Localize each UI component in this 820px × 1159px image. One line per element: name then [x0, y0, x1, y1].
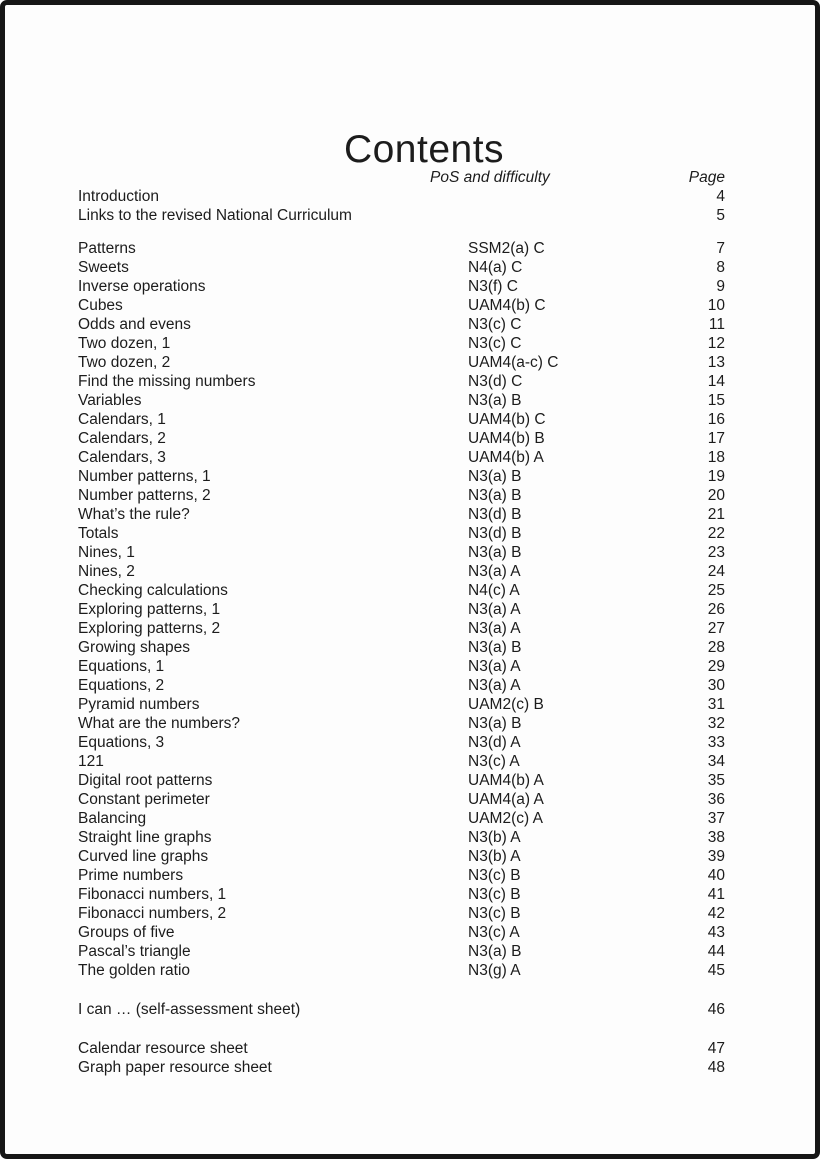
toc-entry-page: 13: [707, 354, 725, 371]
toc-entry-page: 14: [707, 373, 725, 390]
toc-entry-page: 21: [707, 506, 725, 523]
toc-row: [78, 828, 725, 847]
toc-entry-page: 30: [707, 677, 725, 694]
toc-entry-page: 22: [707, 525, 725, 542]
toc-entry-page: 19: [707, 468, 725, 485]
toc-entry-title: Nines, 1: [78, 544, 135, 561]
toc-entry-page: 31: [707, 696, 725, 713]
toc-row: [78, 239, 725, 258]
toc-entry-title: Fibonacci numbers, 2: [78, 905, 227, 922]
toc-entry-title: Nines, 2: [78, 563, 135, 580]
toc-entry-title: Introduction: [78, 188, 159, 205]
toc-row: [78, 206, 725, 225]
toc-entry-title: Calendars, 3: [78, 449, 166, 466]
toc-entry-title: Links to the revised National Curriculum: [78, 207, 352, 224]
toc-entry-title: Exploring patterns, 2: [78, 620, 221, 637]
toc-row: [78, 752, 725, 771]
toc-entry-pos: N3(a) A: [468, 677, 521, 694]
toc-entry-title: Pyramid numbers: [78, 696, 200, 713]
toc-entry-title: Straight line graphs: [78, 829, 212, 846]
toc-entry-pos: N3(a) B: [468, 715, 522, 732]
toc-entry-page: 41: [707, 886, 725, 903]
toc-entry-pos: N3(c) C: [468, 335, 522, 352]
toc-entry-title: I can … (self-assessment sheet): [78, 1001, 301, 1018]
toc-row: [78, 866, 725, 885]
toc-row: [78, 353, 725, 372]
toc-row: [78, 961, 725, 980]
toc-entry-pos: UAM4(b) C: [468, 411, 546, 428]
toc-entry-title: The golden ratio: [78, 962, 191, 979]
toc-entry-pos: UAM4(a) A: [468, 791, 544, 808]
toc-entry-page: 36: [707, 791, 725, 808]
toc-entry-pos: N3(a) B: [468, 943, 522, 960]
toc-entry-title: Prime numbers: [78, 867, 184, 884]
toc-entry-title: Cubes: [78, 297, 123, 314]
toc-entry-title: Balancing: [78, 810, 147, 827]
toc-row: [78, 638, 725, 657]
toc-entry-pos: N3(a) A: [468, 601, 521, 618]
toc-entry-title: Groups of five: [78, 924, 175, 941]
toc-entry-page: 23: [707, 544, 725, 561]
toc-row: [78, 847, 725, 866]
toc-row: [78, 486, 725, 505]
toc-row: [78, 942, 725, 961]
toc-entry-title: Equations, 1: [78, 658, 165, 675]
toc-entry-page: 26: [707, 601, 725, 618]
toc-entry-page: 33: [707, 734, 725, 751]
toc-entry-title: Graph paper resource sheet: [78, 1059, 272, 1076]
toc-row: [78, 904, 725, 923]
toc-entry-pos: N3(a) B: [468, 468, 522, 485]
toc-entry-pos: N3(a) A: [468, 658, 521, 675]
toc-entry-title: Inverse operations: [78, 278, 206, 295]
toc-entry-title: Equations, 2: [78, 677, 165, 694]
toc-row: [78, 1039, 725, 1058]
toc-entry-page: 16: [707, 411, 725, 428]
toc-row: [78, 1000, 725, 1019]
toc-row: [78, 1058, 725, 1077]
toc-entry-title: Totals: [78, 525, 119, 542]
toc-entry-pos: N4(a) C: [468, 259, 523, 276]
toc-row: [78, 619, 725, 638]
toc-entry-page: 42: [707, 905, 725, 922]
toc-row: [78, 809, 725, 828]
toc-entry-page: 9: [716, 278, 725, 295]
toc-row: [78, 790, 725, 809]
toc-row: [78, 657, 725, 676]
toc-row: [78, 315, 725, 334]
toc-entry-page: 10: [707, 297, 725, 314]
toc-entry-title: Calendar resource sheet: [78, 1040, 248, 1057]
toc-row: [78, 372, 725, 391]
toc-entry-page: 44: [707, 943, 725, 960]
toc-entry-pos: N3(c) C: [468, 316, 522, 333]
toc-row: [78, 695, 725, 714]
toc-entry-title: What are the numbers?: [78, 715, 240, 732]
front-matter-rows: [78, 187, 725, 225]
toc-entry-title: Sweets: [78, 259, 129, 276]
toc-row: [78, 429, 725, 448]
toc-row: [78, 581, 725, 600]
toc-entry-page: 28: [707, 639, 725, 656]
toc-entry-pos: N3(f) C: [468, 278, 518, 295]
toc-entry-page: 8: [716, 259, 725, 276]
toc-entry-title: Patterns: [78, 240, 136, 257]
toc-entry-pos: SSM2(a) C: [468, 240, 545, 257]
toc-entry-pos: N3(c) B: [468, 886, 521, 903]
toc-entry-pos: N3(b) A: [468, 829, 521, 846]
toc-row: [78, 296, 725, 315]
toc-entry-page: 5: [716, 207, 725, 224]
toc-entry-title: Find the missing numbers: [78, 373, 256, 390]
toc-row: [78, 524, 725, 543]
toc-entry-pos: N3(c) A: [468, 924, 520, 941]
toc-entry-page: 32: [707, 715, 725, 732]
toc-entry-page: 7: [716, 240, 725, 257]
toc-entry-pos: UAM4(a-c) C: [468, 354, 559, 371]
toc-row: [78, 771, 725, 790]
toc-row: [78, 885, 725, 904]
toc-row: [78, 676, 725, 695]
toc-entry-pos: N3(a) A: [468, 563, 521, 580]
toc-entry-title: Fibonacci numbers, 1: [78, 886, 227, 903]
toc-entry-page: 4: [716, 188, 725, 205]
page-title: Contents: [343, 128, 505, 172]
toc-entry-page: 35: [707, 772, 725, 789]
toc-row: [78, 187, 725, 206]
toc-entry-pos: N3(a) B: [468, 639, 522, 656]
toc-row: [78, 448, 725, 467]
resource-rows: [78, 1039, 725, 1077]
toc-row: [78, 334, 725, 353]
toc-entry-pos: N4(c) A: [468, 582, 520, 599]
toc-entry-title: Number patterns, 1: [78, 468, 211, 485]
column-header-pos: PoS and difficulty: [430, 169, 550, 186]
toc-entry-page: 47: [707, 1040, 725, 1057]
toc-entry-title: Exploring patterns, 1: [78, 601, 221, 618]
toc-entry-page: 43: [707, 924, 725, 941]
toc-entry-page: 29: [707, 658, 725, 675]
toc-entry-title: Constant perimeter: [78, 791, 210, 808]
toc-entry-page: 27: [707, 620, 725, 637]
toc-entry-title: Digital root patterns: [78, 772, 213, 789]
toc-row: [78, 258, 725, 277]
toc-row: [78, 600, 725, 619]
toc-row: [78, 714, 725, 733]
toc-entry-page: 39: [707, 848, 725, 865]
toc-entry-page: 15: [707, 392, 725, 409]
toc-entry-pos: N3(c) B: [468, 867, 521, 884]
toc-entry-page: 34: [707, 753, 725, 770]
toc-row: [78, 923, 725, 942]
toc-entry-pos: N3(d) B: [468, 506, 522, 523]
toc-row: [78, 562, 725, 581]
toc-entry-page: 37: [707, 810, 725, 827]
toc-entry-title: Pascal’s triangle: [78, 943, 191, 960]
toc-entry-pos: UAM2(c) B: [468, 696, 544, 713]
toc-entry-title: Two dozen, 1: [78, 335, 171, 352]
toc-row: [78, 505, 725, 524]
toc-entry-page: 38: [707, 829, 725, 846]
toc-entry-title: Curved line graphs: [78, 848, 209, 865]
toc-entry-title: Two dozen, 2: [78, 354, 171, 371]
toc-entry-page: 20: [707, 487, 725, 504]
activity-rows: [78, 239, 725, 980]
toc-entry-pos: N3(a) B: [468, 544, 522, 561]
toc-entry-pos: UAM2(c) A: [468, 810, 543, 827]
toc-entry-pos: N3(d) A: [468, 734, 521, 751]
assessment-rows: [78, 1000, 725, 1019]
toc-entry-title: Number patterns, 2: [78, 487, 211, 504]
toc-entry-page: 25: [707, 582, 725, 599]
toc-row: [78, 467, 725, 486]
toc-entry-pos: N3(d) B: [468, 525, 522, 542]
toc-entry-title: 121: [78, 753, 104, 770]
toc-entry-title: Checking calculations: [78, 582, 228, 599]
toc-entry-pos: N3(a) B: [468, 392, 522, 409]
toc-entry-pos: UAM4(b) A: [468, 449, 544, 466]
toc-entry-pos: N3(c) A: [468, 753, 520, 770]
toc-entry-pos: N3(d) C: [468, 373, 523, 390]
toc-entry-pos: N3(c) B: [468, 905, 521, 922]
toc-row: [78, 733, 725, 752]
toc-entry-page: 24: [707, 563, 725, 580]
column-header-page: Page: [688, 169, 725, 186]
toc-entry-page: 45: [707, 962, 725, 979]
toc-entry-title: Equations, 3: [78, 734, 165, 751]
table-of-contents: [78, 168, 725, 1077]
toc-entry-page: 18: [707, 449, 725, 466]
toc-entry-title: Variables: [78, 392, 142, 409]
toc-entry-page: 12: [707, 335, 725, 352]
toc-entry-pos: UAM4(b) B: [468, 430, 545, 447]
toc-entry-pos: N3(g) A: [468, 962, 521, 979]
toc-row: [78, 277, 725, 296]
toc-entry-page: 11: [708, 316, 725, 333]
toc-entry-pos: N3(a) B: [468, 487, 522, 504]
toc-row: [78, 391, 725, 410]
column-headers: [78, 168, 725, 187]
toc-entry-page: 46: [707, 1001, 725, 1018]
toc-entry-title: What’s the rule?: [78, 506, 190, 523]
toc-row: [78, 410, 725, 429]
toc-entry-pos: N3(b) A: [468, 848, 521, 865]
toc-entry-pos: N3(a) A: [468, 620, 521, 637]
toc-entry-title: Growing shapes: [78, 639, 191, 656]
toc-entry-title: Calendars, 1: [78, 411, 166, 428]
toc-entry-title: Odds and evens: [78, 316, 191, 333]
toc-entry-title: Calendars, 2: [78, 430, 166, 447]
toc-entry-page: 40: [707, 867, 725, 884]
toc-entry-pos: UAM4(b) A: [468, 772, 544, 789]
toc-row: [78, 543, 725, 562]
toc-entry-page: 48: [707, 1059, 725, 1076]
toc-entry-page: 17: [707, 430, 725, 447]
toc-entry-pos: UAM4(b) C: [468, 297, 546, 314]
